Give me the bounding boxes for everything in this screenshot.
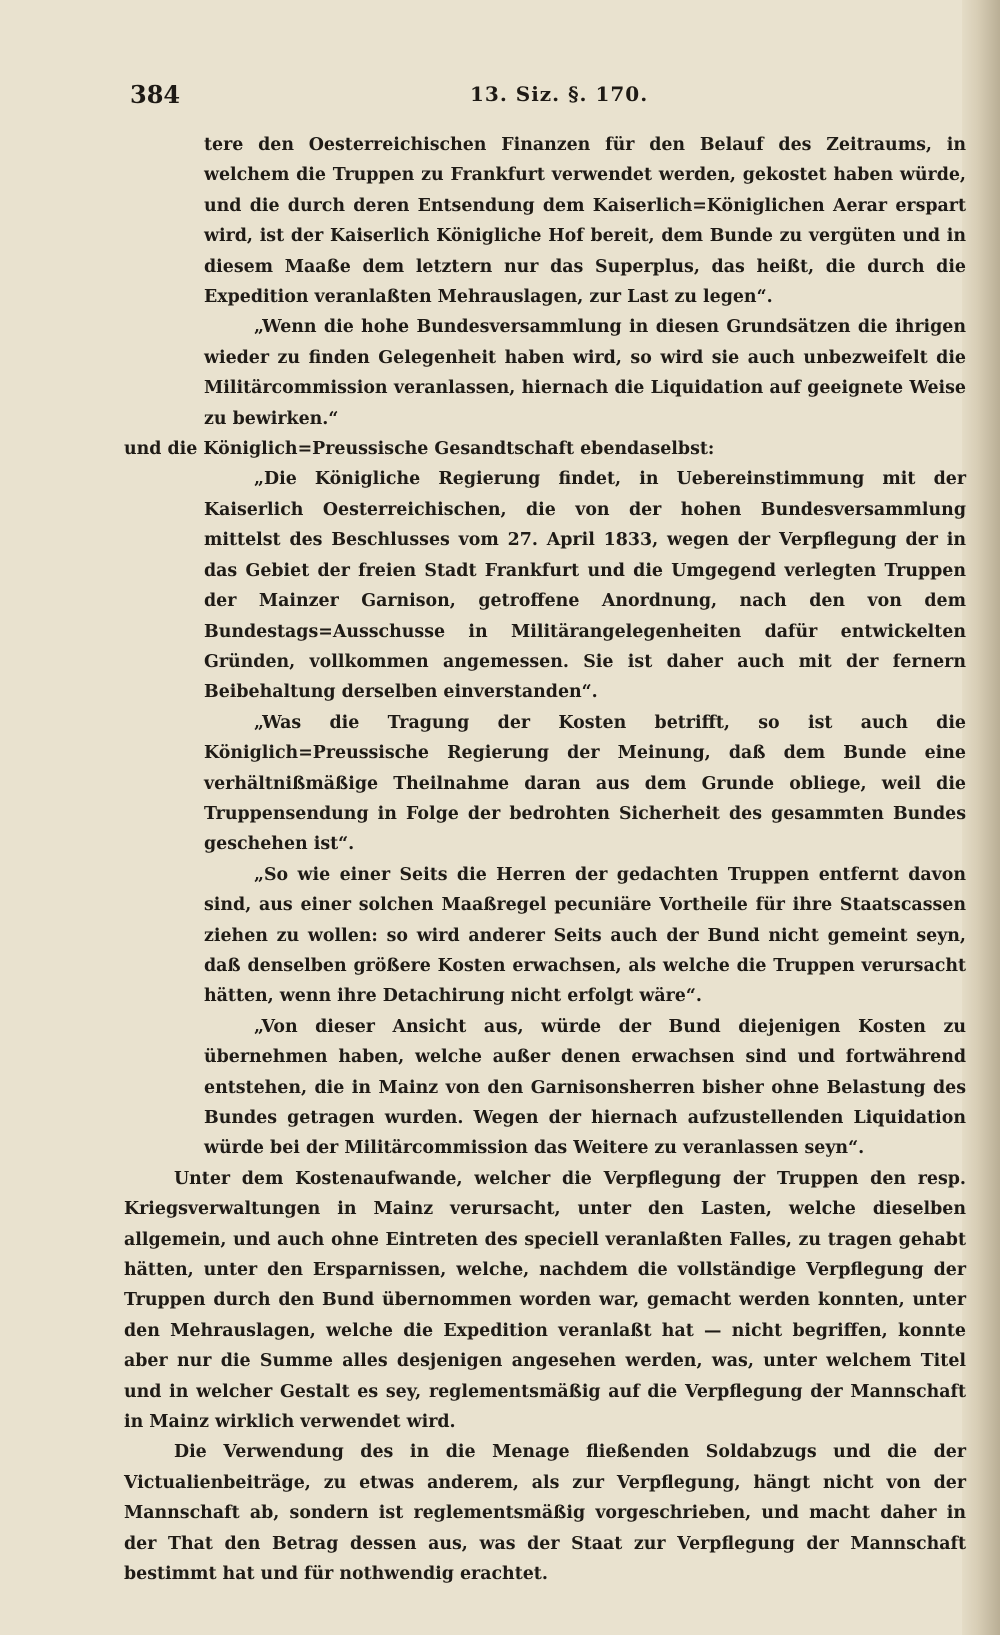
paragraph-quote: „Die Königliche Regierung findet, in Uebereinstimmung mit der Kaiserlich Oesterreichischen, die von der hohen Bundesversammlung mittelst des Beschlusses vom 27. April 1833, wegen der Verpflegung der in das Gebiet der freien Stadt Frankfurt und die Umgegend verlegten Truppen der Mainzer Garnison, getroffene Anordnung, nach den von dem Bundestags=Ausschusse in Militärangelegenheiten dafür entwickelten Gründen, vollkommen angemessen. Sie ist daher auch mit der fernern Beibehaltung derselben einverstanden“. — [204, 469, 966, 703]
page-number: 384 — [130, 80, 181, 109]
paragraph-body: Unter dem Kostenaufwande, welcher die Verpflegung der Truppen den resp. Kriegsverwaltungen in Mainz verursacht, unter den Lasten, welche dieselben allgemein, und auch ohne Eintreten des speciell veranlaßten Falles, zu tragen gehabt hätten, unter den Ersparnissen, welche, nachdem die vollständige Verpflegung der Truppen durch den Bund übernommen worden war, gemacht werden konnten, unter den Mehrauslagen, welche die Expedition veranlaßt hat — nicht begriffen, konnte aber nur die Summe alles desjenigen angesehen werden, was, unter welchem Titel und in welcher Gestalt es sey, reglementsmäßig auf die Verpflegung der Mannschaft in Mainz wirklich verwendet wird. — [124, 1168, 966, 1433]
paragraph-quote: „Von dieser Ansicht aus, würde der Bund diejenigen Kosten zu übernehmen haben, welche außer denen erwachsen sind und fortwährend entstehen, die in Mainz von den Garnisonsherren bisher ohne Belastung des Bundes getragen wurden. Wegen der hiernach aufzustellenden Liquidation würde bei der Militärcommission das Weitere zu veranlassen seyn“. — [204, 1016, 966, 1159]
body-text — [124, 130, 966, 1590]
paragraph-quote: „So wie einer Seits die Herren der gedachten Truppen entfernt davon sind, aus einer solchen Maaßregel pecuniäre Vortheile für ihre Staatscassen ziehen zu wollen: so wird anderer Seits auch der Bund nicht gemeint seyn, daß denselben größere Kosten erwachsen, als welche die Truppen verursacht hätten, wenn ihre Detachirung nicht erfolgt wäre“. — [204, 864, 966, 1007]
page-header — [130, 80, 960, 120]
running-head: 13. Siz. §. 170. — [470, 82, 649, 106]
paragraph-quote: „Wenn die hohe Bundesversammlung in diesen Grundsätzen die ihrigen wieder zu finden Gelegenheit haben wird, so wird sie auch unbezweifelt die Militärcommission veranlassen, hiernach die Liquidation auf geeignete Weise zu bewirken.“ — [204, 317, 966, 429]
paragraph-body: Die Verwendung des in die Menage fließenden Soldabzugs und die der Victualienbeiträge, zu etwas anderem, als zur Verpflegung, hängt nicht von der Mannschaft ab, sondern ist reglementsmäßig vorgeschrieben, und macht daher in der That den Betrag dessen aus, was der Staat zur Verpflegung der Mannschaft bestimmt hat und für nothwendig erachtet. — [124, 1442, 966, 1585]
paragraph-quote-continuation: tere den Oesterreichischen Finanzen für den Belauf des Zeitraums, in welchem die Truppen zu Frankfurt verwendet werden, gekostet haben würde, und die durch deren Entsendung dem Kaiserlich=Königlichen Aerar erspart wird, ist der Kaiserlich Königliche Hof bereit, dem Bunde zu vergüten und in diesem Maaße dem letztern nur das Superplus, das heißt, die durch die Expedition veranlaßten Mehrauslagen, zur Last zu legen“. — [204, 135, 966, 308]
paragraph-intro: und die Königlich=Preussische Gesandtschaft ebendaselbst: — [124, 439, 715, 460]
paragraph-quote: „Was die Tragung der Kosten betrifft, so ist auch die Königlich=Preussische Regierung der Meinung, daß dem Bunde eine verhältnißmäßige Theilnahme daran aus dem Grunde obliege, weil die Truppensendung in Folge der bedrohten Sicherheit des gesammten Bundes geschehen ist“. — [204, 712, 966, 855]
page-edge-shadow — [962, 0, 1000, 1635]
